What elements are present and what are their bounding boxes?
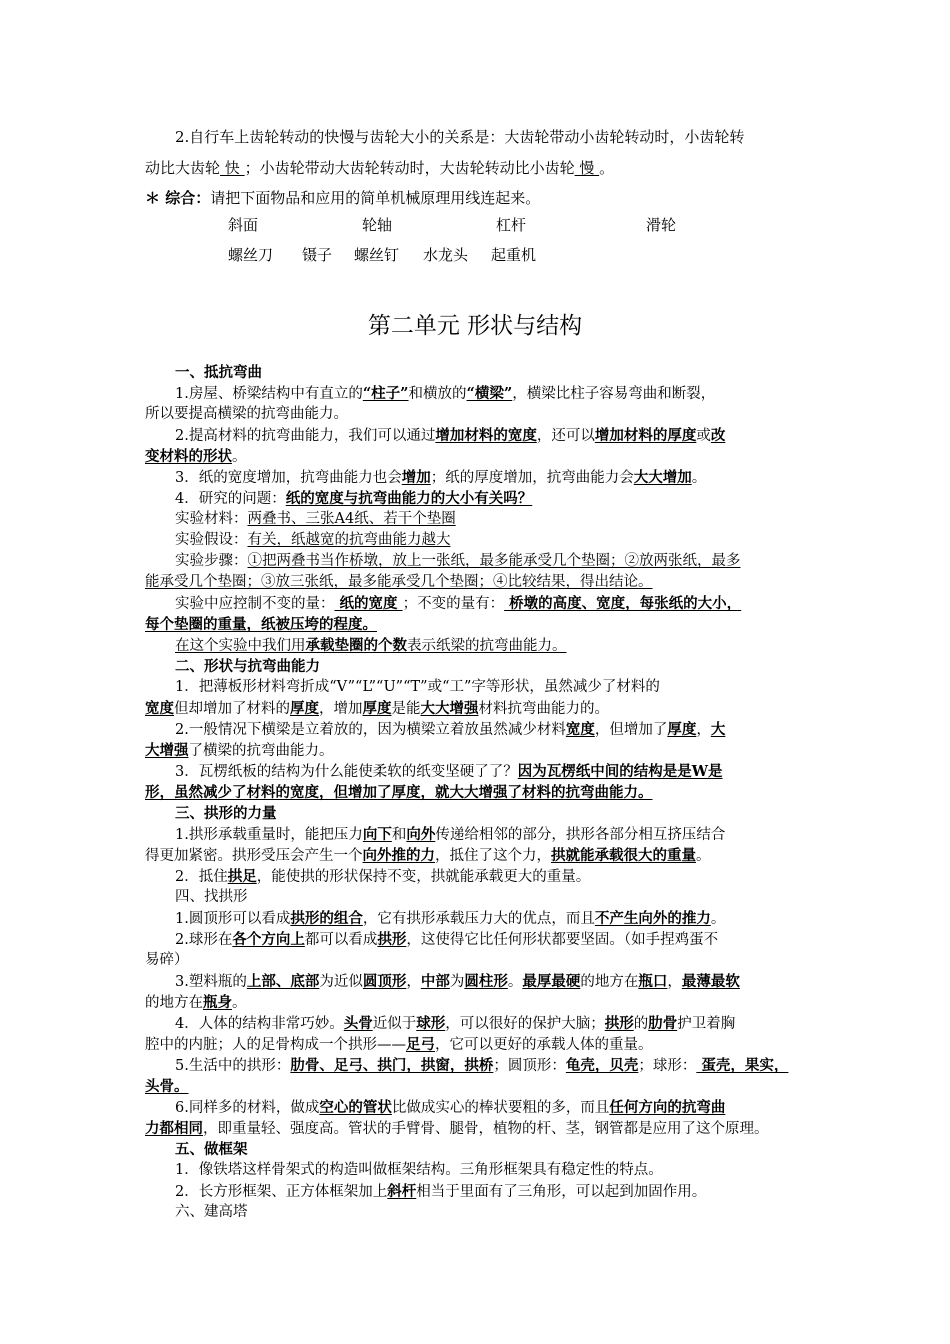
item-screw: 螺丝钉 <box>354 246 400 264</box>
item-crane: 起重机 <box>491 246 537 264</box>
principle-lever: 杠杆 <box>496 216 527 234</box>
paragraph: 能承受几个垫圈；③放三张纸，最多能承受几个垫圈；④比较结果，得出结论。 <box>145 574 653 590</box>
gear-question-line1: 2.自行车上齿轮转动的快慢与齿轮大小的关系是：大齿轮带动小齿轮转动时，小齿轮转 <box>175 128 745 146</box>
paragraph: 2.球形在各个方向上都可以看成拱形，这使得它比任何形状都要坚固。（如手捏鸡蛋不 <box>175 931 719 948</box>
principle-incline: 斜面 <box>228 216 259 234</box>
item-faucet: 水龙头 <box>423 246 469 264</box>
section-title: 二、形状与抗弯曲能力 <box>175 658 320 675</box>
item-tweezers: 镊子 <box>302 246 333 264</box>
unit-title: 第二单元 形状与结构 <box>367 313 583 339</box>
paragraph: 形，虽然减少了材料的宽度，但增加了厚度，就大大增强了材料的抗弯曲能力。 <box>145 784 653 801</box>
paragraph: 力都相同，即重量轻、强度高。管状的手臂骨、腿骨，植物的杆、茎，钢管都是应用了这个原理。 <box>145 1120 769 1137</box>
section-title: 五、做框架 <box>175 1141 248 1158</box>
paragraph: 得更加紧密。拱形受压会产生一个向外推的力，抵住了这个力，拱就能承载很大的重量。 <box>145 847 711 864</box>
paragraph: 每个垫圈的重量，纸被压垮的程度。 <box>145 616 377 633</box>
paragraph: 宽度但却增加了材料的厚度，增加厚度是能大大增强材料抗弯曲能力的。 <box>145 700 609 717</box>
section-title: 四、找拱形 <box>175 889 248 905</box>
paragraph: 头骨。 <box>145 1078 189 1095</box>
section-title: 三、拱形的力量 <box>175 805 277 822</box>
item-screwdriver: 螺丝刀 <box>228 246 274 264</box>
comprehensive-question: ＊ 综合：请把下面物品和应用的简单机械原理用线连起来。 <box>145 189 541 207</box>
paragraph: 1．像铁塔这样骨架式的构造叫做框架结构。三角形框架具有稳定性的特点。 <box>175 1162 663 1178</box>
paragraph: 3．纸的宽度增加，抗弯曲能力也会增加；纸的厚度增加，抗弯曲能力会大大增加。 <box>175 469 707 486</box>
paragraph: 1.圆顶形可以看成拱形的组合，它有拱形承载压力大的优点，而且不产生向外的推力。 <box>175 910 726 927</box>
paragraph: 2.一般情况下横梁是立着放的，因为横梁立着放虽然减少材料宽度，但增加了厚度，大 <box>175 721 726 738</box>
answer-slow: 慢 <box>574 159 600 177</box>
paragraph: 2．长方形框架、正方体框架加上斜杆相当于里面有了三角形，可以起到加固作用。 <box>175 1183 707 1200</box>
paragraph: 腔中的内脏；人的足骨构成一个拱形——足弓，它可以更好的承载人体的重量。 <box>145 1036 653 1053</box>
paragraph: 实验中应控制不变的量： 纸的宽度 ；不变的量有： 桥墩的高度、宽度，每张纸的大小， <box>175 595 742 612</box>
paragraph: 1.房屋、桥梁结构中有直立的“柱子”和横放的“横梁”，横梁比柱子容易弯曲和断裂， <box>175 385 716 402</box>
section-title: 六、建高塔 <box>175 1204 248 1220</box>
paragraph: 的地方在瓶身。 <box>145 994 247 1011</box>
paragraph: 所以要提高横梁的抗弯曲能力。 <box>145 406 348 422</box>
paragraph: 变材料的形状。 <box>145 448 247 465</box>
principle-wheel-axle: 轮轴 <box>362 216 393 234</box>
paragraph: 实验材料：两叠书、三张A4纸、若干个垫圈 <box>175 511 456 527</box>
answer-fast: 快 <box>220 159 245 177</box>
paragraph: 3．瓦楞纸板的结构为什么能使柔软的纸变坚硬了了？因为瓦楞纸中间的结构是是W是 <box>175 763 723 780</box>
paragraph: 大增强了横梁的抗弯曲能力。 <box>145 742 334 759</box>
principle-pulley: 滑轮 <box>646 216 677 234</box>
paragraph: 实验步骤：①把两叠书当作桥墩，放上一张纸，最多能承受几个垫圈；②放两张纸，最多 <box>175 553 741 569</box>
paragraph: 5.生活中的拱形：肋骨、足弓、拱门，拱窗，拱桥；圆顶形：龟壳，贝壳；球形： 蛋壳，果实， <box>175 1057 789 1074</box>
paragraph: 实验假设：有关，纸越宽的抗弯曲能力越大 <box>175 532 451 548</box>
paragraph: 1.拱形承载重量时，能把压力向下和向外传递给相邻的部分，拱形各部分相互挤压结合 <box>175 826 726 843</box>
paragraph: 4．人体的结构非常巧妙。头骨近似于球形，可以很好的保护大脑；拱形的肋骨护卫着胸 <box>175 1015 736 1032</box>
gear-question-line2: 动比大齿轮 快 ；小齿轮带动大齿轮转动时，大齿轮转动比小齿轮 慢 。 <box>145 159 615 177</box>
paragraph: 2．抵住拱足，能使拱的形状保持不变，拱就能承载更大的重量。 <box>175 868 591 885</box>
section-title: 一、抵抗弯曲 <box>175 364 262 381</box>
paragraph: 6.同样多的材料，做成空心的管状比做成实心的棒状要粗的多，而且任何方向的抗弯曲 <box>175 1099 726 1116</box>
paragraph: 在这个实验中我们用承载垫圈的个数表示纸梁的抗弯曲能力。 <box>175 637 567 654</box>
paragraph: 易碎） <box>145 952 189 968</box>
paragraph: 4．研究的问题：纸的宽度与抗弯曲能力的大小有关吗？ <box>175 490 533 507</box>
paragraph: 1．把薄板形材料弯折成“V”“L”“U”“T”或“工”字等形状，虽然减少了材料的 <box>175 679 660 695</box>
paragraph: 3.塑料瓶的上部、底部为近似圆顶形，中部为圆柱形。最厚最硬的地方在瓶口，最薄最软 <box>175 973 740 990</box>
paragraph: 2.提高材料的抗弯曲能力，我们可以通过增加材料的宽度，还可以增加材料的厚度或改 <box>175 427 726 444</box>
